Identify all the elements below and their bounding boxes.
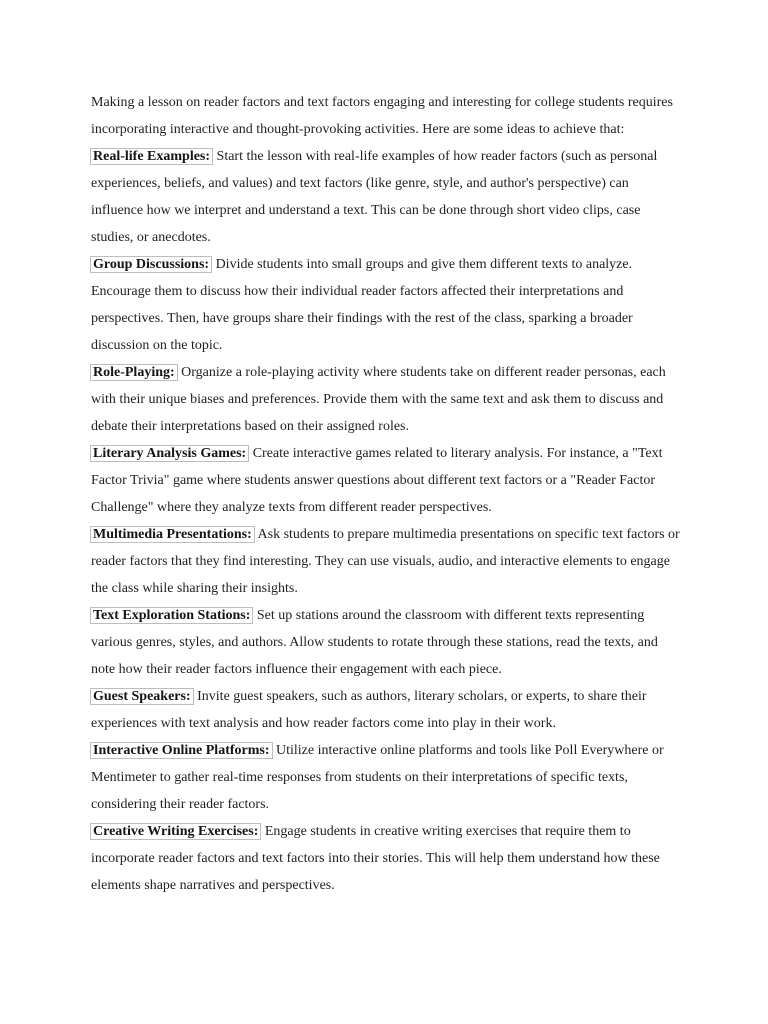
idea-label: Creative Writing Exercises: bbox=[90, 823, 261, 840]
intro-paragraph: Making a lesson on reader factors and text factors engaging and interesting for college students requires incorporating interactive and thought-provoking activities. Here are some ideas to achieve that: bbox=[91, 95, 673, 137]
idea-label: Text Exploration Stations: bbox=[90, 607, 253, 624]
idea-text: Divide students into small groups and give them different texts to analyze. Encourage them to discuss how their individual reader factors affected their interpretations and perspectives. Then, have groups share their findings with the rest of the class, sparking a broader discussion on the topic. bbox=[91, 257, 633, 353]
idea-label: Literary Analysis Games: bbox=[90, 445, 249, 462]
document-body bbox=[91, 89, 681, 899]
idea-text: Ask students to prepare multimedia presentations on specific text factors or reader factors that they find interesting. They can use visuals, audio, and interactive elements to engage the class while sharing their insights. bbox=[91, 527, 680, 596]
idea-paragraph bbox=[91, 602, 681, 683]
idea-text: Invite guest speakers, such as authors, literary scholars, or experts, to share their experiences with text analysis and how reader factors come into play in their work. bbox=[91, 689, 647, 731]
idea-paragraph bbox=[91, 359, 681, 440]
idea-paragraph bbox=[91, 251, 681, 359]
idea-label: Real-life Examples: bbox=[90, 148, 213, 165]
idea-paragraph bbox=[91, 143, 681, 251]
idea-text: Start the lesson with real-life examples of how reader factors (such as personal experiences, beliefs, and values) and text factors (like genre, style, and author's perspective) can influence how we interpret and understand a text. This can be done through short video clips, case studies, or anecdotes. bbox=[91, 149, 658, 245]
idea-text: Organize a role-playing activity where students take on different reader personas, each with their unique biases and preferences. Provide them with the same text and ask them to discuss and debate their interpretations based on their assigned roles. bbox=[91, 365, 666, 434]
idea-label: Interactive Online Platforms: bbox=[90, 742, 273, 759]
idea-paragraph bbox=[91, 818, 681, 899]
idea-text: Set up stations around the classroom with different texts representing various genres, styles, and authors. Allow students to rotate through these stations, read the texts, and note how their reader factors influence their engagement with each piece. bbox=[91, 608, 658, 677]
idea-paragraph bbox=[91, 521, 681, 602]
idea-text: Engage students in creative writing exercises that require them to incorporate reader factors and text factors into their stories. This will help them understand how these elements shape narratives and perspectives. bbox=[91, 824, 660, 893]
idea-label: Guest Speakers: bbox=[90, 688, 194, 705]
idea-paragraph bbox=[91, 683, 681, 737]
idea-paragraph bbox=[91, 440, 681, 521]
idea-paragraph bbox=[91, 737, 681, 818]
idea-label: Group Discussions: bbox=[90, 256, 212, 273]
idea-text: Utilize interactive online platforms and tools like Poll Everywhere or Mentimeter to gather real-time responses from students on their interpretations of specific texts, considering their reader factors. bbox=[91, 743, 664, 812]
idea-text: Create interactive games related to literary analysis. For instance, a "Text Factor Trivia" game where students answer questions about different text factors or a "Reader Factor Challenge" where they analyze texts from different reader perspectives. bbox=[91, 446, 663, 515]
idea-label: Multimedia Presentations: bbox=[90, 526, 255, 543]
idea-label: Role-Playing: bbox=[90, 364, 178, 381]
